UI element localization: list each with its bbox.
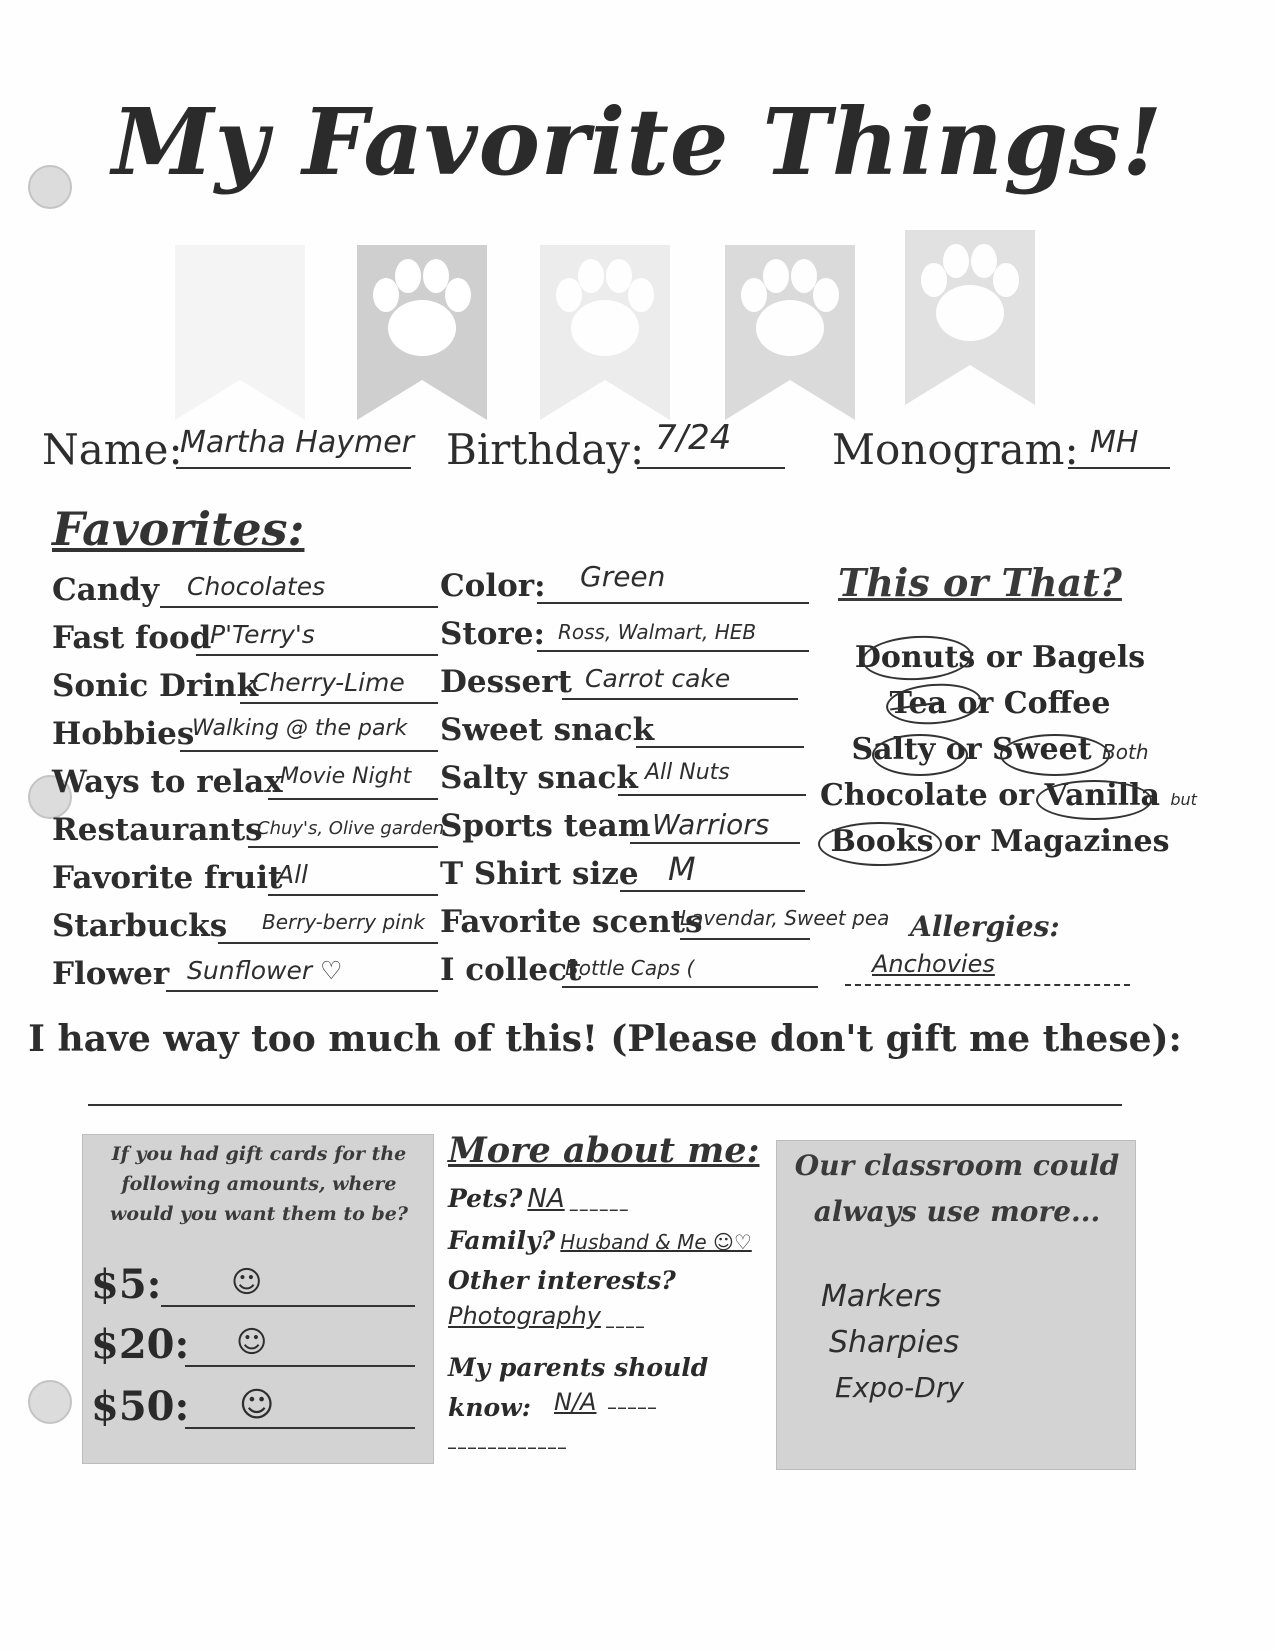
gift-card-row-20 <box>91 1321 421 1371</box>
interests-value: Photography <box>448 1302 601 1330</box>
favorite-scents <box>440 904 900 948</box>
or-word: or <box>943 824 980 859</box>
classroom-panel <box>776 1140 1136 1470</box>
favorite-underline <box>680 938 810 940</box>
paw-banner-3 <box>720 240 860 425</box>
favorite-label: Sweet snack <box>440 712 655 748</box>
gift-card-row-5 <box>91 1261 421 1311</box>
option-b: Vanilla <box>1044 778 1160 813</box>
favorite-underline <box>620 890 805 892</box>
favorite-value: Chuy's, Olive garden <box>257 818 445 839</box>
option-a: Tea <box>889 686 947 721</box>
gift-card-value: ☺ <box>236 1325 268 1360</box>
or-word: or <box>957 686 994 721</box>
favorite-value: Movie Night <box>280 764 412 789</box>
gift-card-underline <box>185 1427 415 1429</box>
too-much-text: I have way too much of this! (Please don't gift me these): <box>28 1018 1182 1060</box>
monogram-value: MH <box>1090 425 1139 460</box>
paw-banner-4 <box>900 225 1040 410</box>
favorite-underline <box>630 842 800 844</box>
classroom-item: Markers <box>821 1279 942 1314</box>
interests-blank: ____ <box>606 1309 647 1328</box>
family-row <box>448 1226 752 1255</box>
favorites-heading: Favorites: <box>52 502 305 556</box>
favorite-value: Cherry-Lime <box>252 668 405 697</box>
favorite-underline <box>268 798 438 800</box>
this-or-that-row <box>820 686 1180 732</box>
favorite-label: Sports team <box>440 808 651 844</box>
paw-banner-faded <box>170 240 310 425</box>
gift-card-row-50 <box>91 1383 421 1433</box>
favorite-hobbies <box>52 716 440 760</box>
gift-card-amount: $5: <box>91 1261 162 1308</box>
favorite-label: Starbucks <box>52 908 228 944</box>
pets-row <box>448 1184 630 1214</box>
option-a: Books <box>830 824 934 859</box>
option-b: Magazines <box>990 824 1170 859</box>
favorite-underline <box>562 698 798 700</box>
option-b: Sweet <box>992 732 1092 767</box>
parents-value: N/A <box>554 1388 597 1416</box>
favorite-value: Bottle Caps ( <box>565 956 695 980</box>
gift-card-amount: $50: <box>91 1383 190 1430</box>
favorite-value: P'Terry's <box>210 620 315 649</box>
classroom-title: Our classroom could always use more... <box>794 1149 1120 1228</box>
page-title: My Favorite Things! <box>111 88 1164 196</box>
option-a: Salty <box>851 732 936 767</box>
favorite-label: Color: <box>440 568 546 604</box>
pets-value: NA <box>527 1184 565 1214</box>
favorite-label: Candy <box>52 572 159 608</box>
favorite-value: M <box>668 850 696 888</box>
parents-blank: _____ <box>608 1390 658 1409</box>
option-b: Coffee <box>1003 686 1111 721</box>
favorite-underline <box>248 846 438 848</box>
favorite-tshirt-size <box>440 850 810 900</box>
or-word: or <box>985 640 1022 675</box>
favorite-label: Dessert <box>440 664 572 700</box>
gift-cards-title: If you had gift cards for the following amounts, where would you want them to be? <box>110 1143 408 1225</box>
favorite-sweet-snack <box>440 712 810 756</box>
favorite-label: Store: <box>440 616 545 652</box>
favorite-label: Favorite scents <box>440 904 703 940</box>
favorite-label: Restaurants <box>52 812 263 848</box>
favorite-underline <box>537 602 809 604</box>
too-much-answer-line <box>88 1104 1122 1106</box>
favorite-sports-team <box>440 808 810 852</box>
more-about-heading: More about me: <box>448 1130 760 1171</box>
favorite-value: Walking @ the park <box>192 716 408 741</box>
favorite-collect <box>440 952 820 996</box>
favorite-label: Favorite fruit <box>52 860 283 896</box>
interests-label: Other interests? <box>448 1266 676 1295</box>
favorite-label: Salty snack <box>440 760 638 796</box>
favorite-label: I collect <box>440 952 582 988</box>
more-about-section <box>448 1130 778 1470</box>
gift-card-underline <box>185 1365 415 1367</box>
favorite-value: Chocolates <box>187 572 326 601</box>
interests-row <box>448 1302 646 1330</box>
favorite-restaurants <box>52 812 445 856</box>
paw-banner-2 <box>535 240 675 425</box>
favorite-fruit <box>52 860 440 904</box>
gift-card-underline <box>161 1305 415 1307</box>
or-word: or <box>998 778 1035 813</box>
name-value: Martha Haymer <box>180 425 415 460</box>
birthday-label: Birthday: <box>446 425 645 474</box>
classroom-item: Expo-Dry <box>835 1371 964 1404</box>
favorite-underline <box>562 986 818 988</box>
binder-hole-bottom <box>28 1380 72 1424</box>
favorite-label: Flower <box>52 956 170 992</box>
choice-circle <box>818 822 942 866</box>
birthday-underline <box>637 467 785 469</box>
monogram-label: Monogram: <box>832 425 1079 474</box>
favorite-underline <box>268 894 438 896</box>
option-b: Bagels <box>1031 640 1146 675</box>
monogram-underline <box>1068 467 1170 469</box>
favorite-starbucks <box>52 908 440 952</box>
favorite-color <box>440 560 810 612</box>
choice-note: but <box>1170 790 1197 809</box>
favorite-dessert <box>440 664 810 708</box>
favorite-value: Lavendar, Sweet pea <box>680 906 890 930</box>
favorite-underline <box>618 794 806 796</box>
choice-circle <box>1000 734 1110 776</box>
name-underline <box>176 467 411 469</box>
favorite-underline <box>196 654 438 656</box>
gift-card-amount: $20: <box>91 1321 190 1368</box>
allergies-underline <box>845 984 1130 986</box>
choice-circle <box>1036 780 1152 820</box>
favorite-value: Sunflower ♡ <box>187 956 343 985</box>
allergies-value: Anchovies <box>872 950 995 978</box>
favorite-value: Ross, Walmart, HEB <box>558 620 757 644</box>
favorite-fast-food <box>52 620 440 664</box>
option-a: Donuts <box>854 640 976 675</box>
favorite-value: Warriors <box>652 808 770 841</box>
family-value: Husband & Me ☺♡ <box>560 1230 752 1254</box>
favorite-label: T Shirt size <box>440 856 639 892</box>
pets-label: Pets? <box>448 1184 523 1213</box>
option-a: Chocolate <box>820 778 988 813</box>
favorite-label: Fast food <box>52 620 212 656</box>
pets-blank: ______ <box>569 1192 630 1211</box>
parents-label: My parents should know: <box>448 1353 709 1422</box>
gift-card-value: ☺ <box>239 1385 275 1425</box>
or-word: or <box>945 732 982 767</box>
choice-circle <box>872 734 968 776</box>
classroom-item: Sharpies <box>829 1325 960 1360</box>
favorite-value: Berry-berry pink <box>262 910 425 934</box>
favorite-value: Green <box>580 560 666 593</box>
name-label: Name: <box>42 425 183 474</box>
favorite-underline <box>240 702 438 704</box>
favorite-salty-snack <box>440 760 810 804</box>
this-or-that-heading: This or That? <box>838 560 1122 605</box>
favorite-underline <box>537 650 809 652</box>
favorite-ways-to-relax <box>52 764 440 808</box>
favorite-store <box>440 616 810 660</box>
favorite-underline <box>636 746 804 748</box>
favorite-underline <box>160 606 438 608</box>
gift-cards-panel <box>82 1134 434 1464</box>
paw-banner-1 <box>352 240 492 425</box>
favorite-label: Ways to relax <box>52 764 283 800</box>
family-label: Family? <box>448 1226 556 1255</box>
favorite-label: Sonic Drink <box>52 668 259 704</box>
extra-blank-line: ____________ <box>448 1430 568 1449</box>
favorite-underline <box>218 942 438 944</box>
birthday-value: 7/24 <box>655 418 732 458</box>
gift-card-value: ☺ <box>231 1265 263 1300</box>
favorite-value: Carrot cake <box>585 664 731 693</box>
choice-note: Both <box>1102 740 1149 764</box>
favorite-underline <box>180 750 438 752</box>
favorite-label: Hobbies <box>52 716 195 752</box>
favorite-value: All Nuts <box>645 760 730 785</box>
favorite-candy <box>52 572 440 616</box>
favorite-sonic-drink <box>52 668 440 712</box>
favorite-value: All <box>277 860 308 889</box>
favorite-flower <box>52 956 440 1000</box>
favorite-underline <box>166 990 438 992</box>
allergies-label: Allergies: <box>910 910 1060 943</box>
